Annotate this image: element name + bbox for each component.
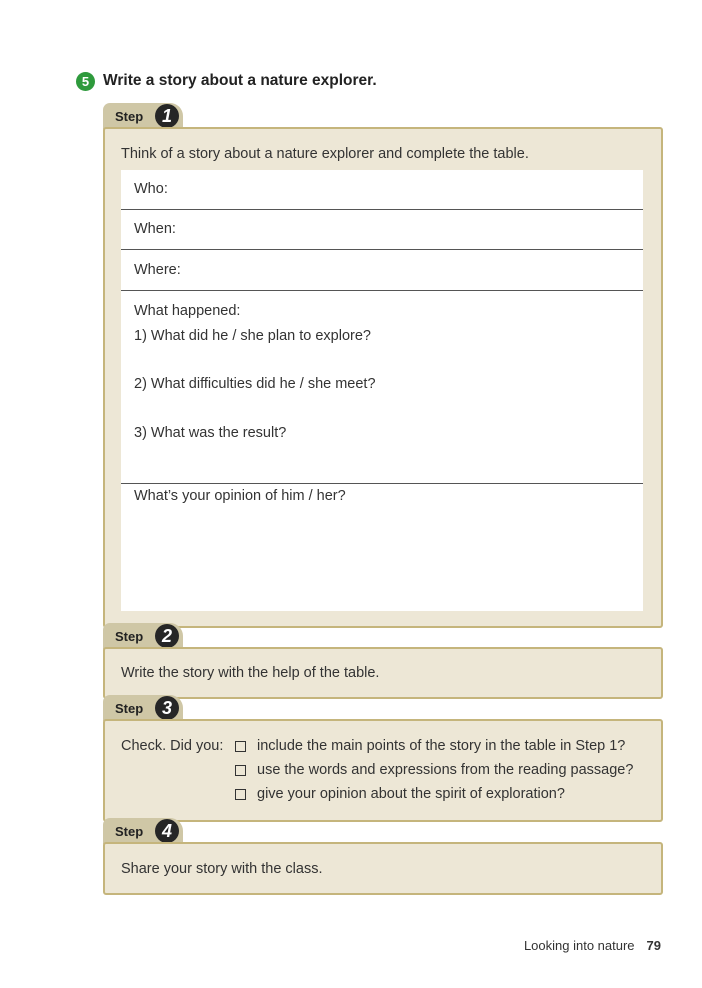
task-heading <box>76 70 377 92</box>
question-3: 3) What was the result? <box>134 425 287 441</box>
step-number: 3 <box>155 696 179 720</box>
checkbox-icon[interactable] <box>235 741 246 752</box>
step-label: Step <box>115 628 144 644</box>
checklist-item[interactable] <box>235 762 633 778</box>
table-row-when[interactable] <box>121 210 643 250</box>
step-3-tab <box>103 695 183 721</box>
step-number: 2 <box>155 624 179 648</box>
table-row-what-happened[interactable] <box>121 291 643 484</box>
step-2-instruction: Write the story with the help of the table. <box>121 665 380 681</box>
row-label-opinion: What’s your opinion of him / her? <box>134 488 346 504</box>
page-number: 79 <box>646 938 661 953</box>
checkbox-icon[interactable] <box>235 765 246 776</box>
checkbox-icon[interactable] <box>235 789 246 800</box>
step-label: Step <box>115 108 144 124</box>
step-4-instruction: Share your story with the class. <box>121 861 323 877</box>
checklist-item-text: include the main points of the story in the table in Step 1? <box>257 738 626 754</box>
question-2: 2) What difficulties did he / she meet? <box>134 376 376 392</box>
page-footer <box>524 938 661 953</box>
step-number: 1 <box>155 104 179 128</box>
checklist-item[interactable] <box>235 738 625 754</box>
question-1: 1) What did he / she plan to explore? <box>134 328 371 344</box>
row-label-who: Who: <box>134 181 168 197</box>
step-2-box <box>103 647 663 699</box>
step-1-instruction: Think of a story about a nature explorer and complete the table. <box>121 146 529 162</box>
unit-title: Looking into nature <box>523 938 635 953</box>
task-title: Write a story about a nature explorer. <box>103 72 377 89</box>
step-4-box <box>103 842 663 895</box>
step-1-box <box>103 127 663 628</box>
step-2-tab <box>103 623 183 649</box>
story-planning-table <box>121 170 643 611</box>
step-1-tab <box>103 103 183 129</box>
table-row-where[interactable] <box>121 250 643 291</box>
step-label: Step <box>115 700 144 716</box>
row-label-what-happened: What happened: <box>134 303 241 319</box>
table-row-opinion[interactable] <box>121 484 643 611</box>
row-label-where: Where: <box>134 262 181 278</box>
checklist-item-text: give your opinion about the spirit of exploration? <box>257 786 565 802</box>
step-label: Step <box>115 823 144 839</box>
step-4-tab <box>103 818 183 844</box>
task-number-badge: 5 <box>76 72 95 91</box>
checklist-item-text: use the words and expressions from the reading passage? <box>257 762 634 778</box>
checklist-label: Check. Did you: <box>121 738 224 754</box>
checklist-item[interactable] <box>235 786 565 802</box>
table-row-who[interactable] <box>121 170 643 210</box>
step-3-box <box>103 719 663 822</box>
row-label-when: When: <box>134 221 176 237</box>
step-number: 4 <box>155 819 179 843</box>
